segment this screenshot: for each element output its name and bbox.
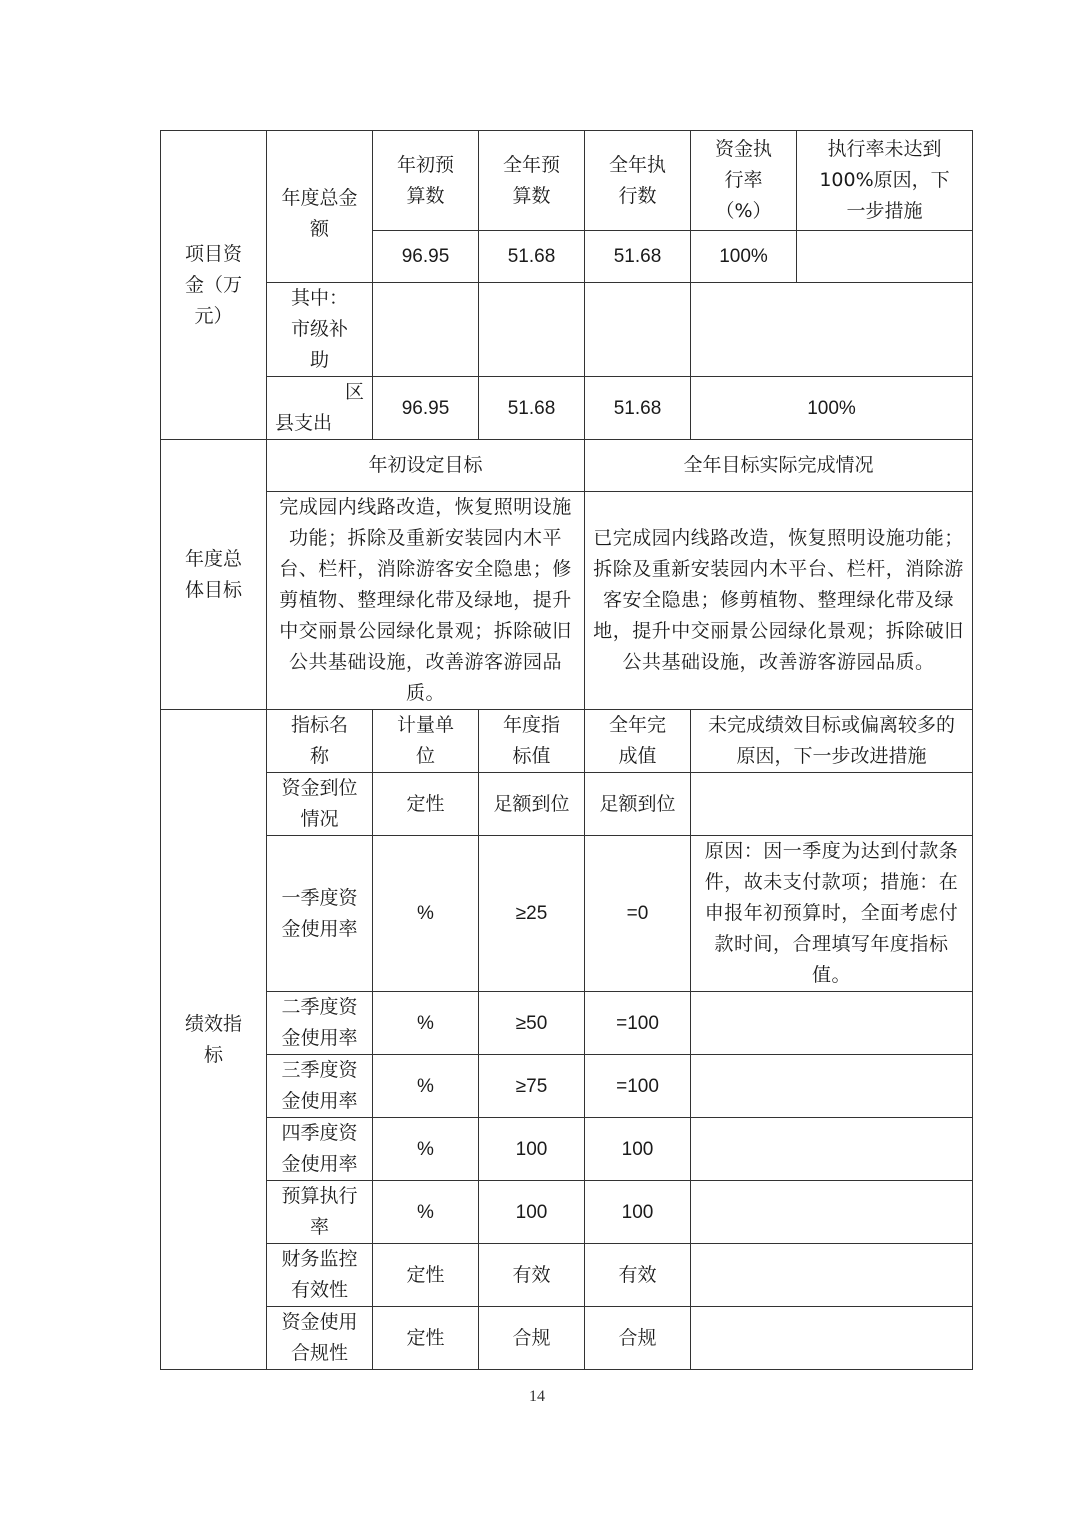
district-label-line2: 县支出 <box>275 412 333 434</box>
indicator-reason <box>691 1055 973 1118</box>
indicator-actual-header: 全年完成值 <box>585 710 691 773</box>
indicator-unit: 定性 <box>373 773 479 836</box>
city-annual-execution <box>585 283 691 377</box>
set-goal-text: 完成园内线路改造，恢复照明设施功能；拆除及重新安装园内木平台、栏杆，消除游客安全隐患；修剪植物、整理绿化带及绿地，提升中交丽景公园绿化景观；拆除破旧公共基础设施，改善游客游园品质。 <box>267 492 585 710</box>
indicator-target-header: 年度指标值 <box>479 710 585 773</box>
indicator-actual: 有效 <box>585 1244 691 1307</box>
indicator-reason <box>691 992 973 1055</box>
city-subsidy-label: 其中：市级补助 <box>267 283 373 377</box>
indicator-actual: 合规 <box>585 1307 691 1370</box>
actual-goal-text: 已完成园内线路改造，恢复照明设施功能；拆除及重新安装园内木平台、栏杆，消除游客安全隐患；修剪植物、整理绿化带及绿地，提升中交丽景公园绿化景观；拆除破旧公共基础设施，改善游客游园品质。 <box>585 492 973 710</box>
district-annual-budget: 51.68 <box>479 377 585 440</box>
indicator-name: 财务监控有效性 <box>267 1244 373 1307</box>
indicator-reason <box>691 1181 973 1244</box>
indicator-unit: 定性 <box>373 1307 479 1370</box>
actual-goal-header: 全年目标实际完成情况 <box>585 440 973 492</box>
annual-execution-header: 全年执行数 <box>585 131 691 231</box>
indicator-unit: % <box>373 1181 479 1244</box>
indicator-reason <box>691 1118 973 1181</box>
indicator-unit: % <box>373 1118 479 1181</box>
district-merged-rate: 100% <box>691 377 973 440</box>
indicator-target: ≥75 <box>479 1055 585 1118</box>
total-execution-rate: 100% <box>691 231 797 283</box>
total-reason <box>797 231 973 283</box>
indicator-target: ≥25 <box>479 836 585 992</box>
city-merged-cell <box>691 283 973 377</box>
total-initial-budget: 96.95 <box>373 231 479 283</box>
indicator-target: 有效 <box>479 1244 585 1307</box>
city-initial-budget <box>373 283 479 377</box>
initial-budget-header: 年初预算数 <box>373 131 479 231</box>
page-number: 14 <box>529 1388 545 1405</box>
district-expense-label <box>267 377 373 440</box>
indicator-actual: 足额到位 <box>585 773 691 836</box>
indicator-actual: =100 <box>585 992 691 1055</box>
indicator-actual: 100 <box>585 1118 691 1181</box>
set-goal-header: 年初设定目标 <box>267 440 585 492</box>
indicator-target: 足额到位 <box>479 773 585 836</box>
indicator-unit: % <box>373 836 479 992</box>
indicator-name: 二季度资金使用率 <box>267 992 373 1055</box>
reason-header: 执行率未达到100%原因，下一步措施 <box>797 131 973 231</box>
indicators-section-label: 绩效指标 <box>161 710 267 1370</box>
indicator-name: 三季度资金使用率 <box>267 1055 373 1118</box>
indicator-reason: 原因：因一季度为达到付款条件，故未支付款项；措施：在申报年初预算时，全面考虑付款时间，合理填写年度指标值。 <box>691 836 973 992</box>
indicator-reason <box>691 773 973 836</box>
indicator-unit-header: 计量单位 <box>373 710 479 773</box>
indicator-name: 一季度资金使用率 <box>267 836 373 992</box>
performance-table <box>160 130 973 1370</box>
total-annual-budget: 51.68 <box>479 231 585 283</box>
indicator-actual: =100 <box>585 1055 691 1118</box>
indicator-name-header: 指标名称 <box>267 710 373 773</box>
indicator-target: 100 <box>479 1118 585 1181</box>
indicator-name: 预算执行率 <box>267 1181 373 1244</box>
indicator-actual: 100 <box>585 1181 691 1244</box>
indicator-name: 四季度资金使用率 <box>267 1118 373 1181</box>
district-label-line1: 区 <box>344 381 364 403</box>
indicator-unit: % <box>373 1055 479 1118</box>
indicator-unit: % <box>373 992 479 1055</box>
indicator-target: 合规 <box>479 1307 585 1370</box>
funds-section-label: 项目资金（万元） <box>161 131 267 440</box>
indicator-reason <box>691 1307 973 1370</box>
annual-budget-header: 全年预算数 <box>479 131 585 231</box>
indicator-reason <box>691 1244 973 1307</box>
indicator-name: 资金使用合规性 <box>267 1307 373 1370</box>
indicator-target: ≥50 <box>479 992 585 1055</box>
indicator-unit: 定性 <box>373 1244 479 1307</box>
goals-section-label: 年度总体目标 <box>161 440 267 710</box>
indicator-name: 资金到位情况 <box>267 773 373 836</box>
indicator-target: 100 <box>479 1181 585 1244</box>
indicator-reason-header: 未完成绩效目标或偏离较多的原因，下一步改进措施 <box>691 710 973 773</box>
total-amount-label: 年度总金额 <box>267 131 373 283</box>
total-annual-execution: 51.68 <box>585 231 691 283</box>
district-annual-execution: 51.68 <box>585 377 691 440</box>
city-annual-budget <box>479 283 585 377</box>
indicator-actual: =0 <box>585 836 691 992</box>
execution-rate-header: 资金执行率（%） <box>691 131 797 231</box>
district-initial-budget: 96.95 <box>373 377 479 440</box>
